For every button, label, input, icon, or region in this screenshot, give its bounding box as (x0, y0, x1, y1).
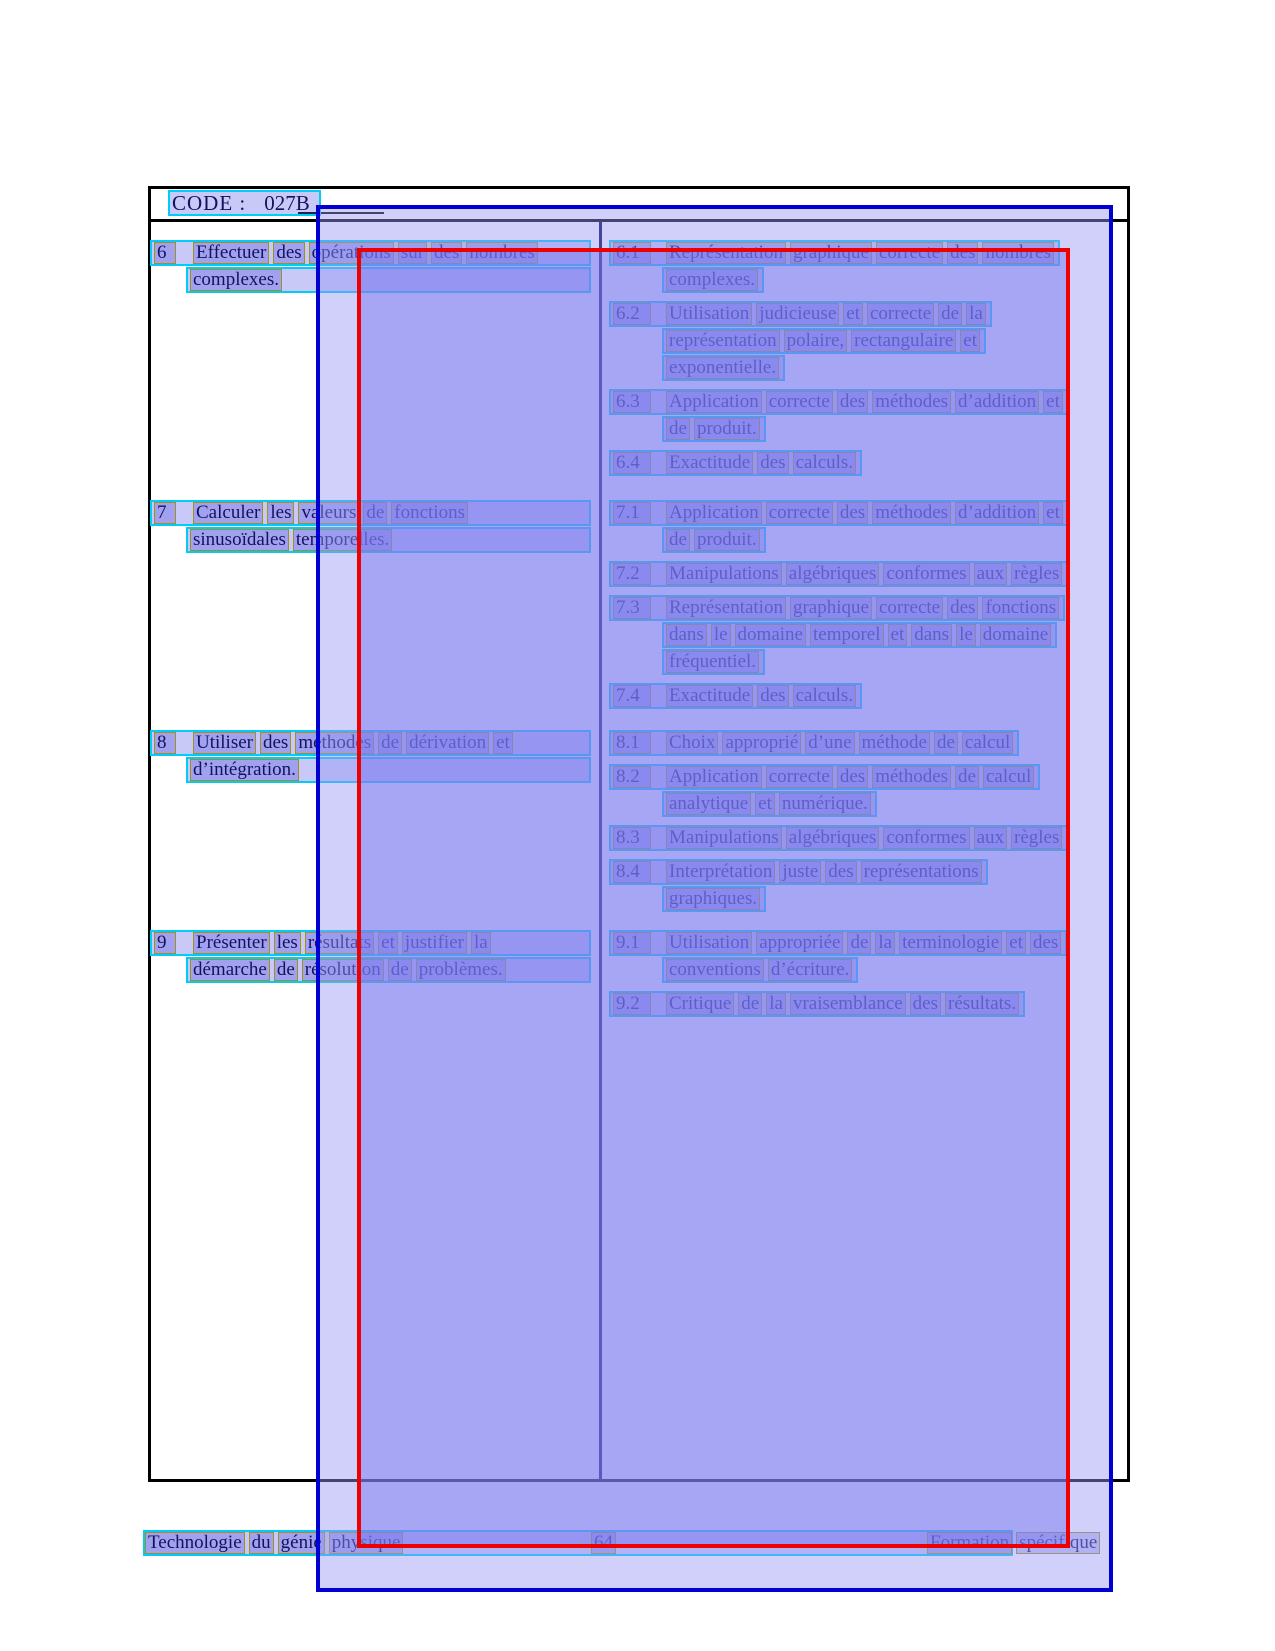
word-box: produit. (694, 418, 760, 440)
word-box: Utilisation (666, 932, 752, 954)
word-box: correcte (766, 391, 833, 413)
criterion-number: 8.4 (613, 861, 651, 883)
word-box: 64 (591, 1532, 616, 1554)
word-box: nombres (982, 242, 1053, 264)
word-box: le (711, 624, 731, 646)
word-box: correcte (876, 597, 943, 619)
criterion-line (609, 450, 862, 476)
word-box: les (267, 502, 294, 524)
word-box: correcte (766, 502, 833, 524)
word-box: domaine (980, 624, 1051, 646)
criterion-line (609, 930, 1067, 956)
criterion-line (609, 683, 862, 709)
word-box: la (766, 993, 786, 1015)
criterion-line (609, 561, 1068, 587)
word-box: temporelles. (293, 529, 392, 551)
word-box: Manipulations (666, 563, 782, 585)
footer-page-number (591, 1530, 620, 1556)
word-box: rectangulaire (851, 330, 956, 352)
word-box: complexes. (190, 269, 282, 291)
word-box: analytique (666, 793, 751, 815)
criterion-line (662, 886, 766, 912)
word-box: juste (779, 861, 821, 883)
table-column-divider (599, 222, 602, 1482)
word-box: Exactitude (666, 452, 753, 474)
word-box: des (910, 993, 941, 1015)
word-box: de (363, 502, 387, 524)
criterion-line (662, 416, 766, 442)
word-box: conventions (666, 959, 764, 981)
word-box: la (966, 303, 986, 325)
word-box: de (738, 993, 762, 1015)
criterion-line (662, 355, 785, 381)
word-box: Technologie (145, 1532, 245, 1554)
objective-number: 7 (154, 502, 176, 524)
criterion-number: 6.4 (613, 452, 651, 474)
word-box: dans (666, 624, 707, 646)
criterion-line (609, 389, 1069, 415)
word-box: calcul (962, 732, 1013, 754)
word-box: d’une (805, 732, 854, 754)
word-box: de (666, 529, 690, 551)
objective-line (150, 730, 591, 756)
word-box: méthodes (872, 766, 951, 788)
criterion-line (609, 764, 1040, 790)
word-box: exponentielle. (666, 357, 779, 379)
word-box: résultats (305, 932, 374, 954)
word-box: problèmes. (416, 959, 506, 981)
word-box: de (274, 959, 298, 981)
word-box: des (837, 391, 868, 413)
word-box: opérations (309, 242, 394, 264)
criterion-number: 9.2 (613, 993, 651, 1015)
criterion-line (662, 267, 764, 293)
word-box: de (378, 732, 402, 754)
word-box: du (249, 1532, 274, 1554)
word-box: aux (974, 563, 1007, 585)
word-box: correcte (867, 303, 934, 325)
word-box: et (493, 732, 513, 754)
criterion-line (662, 649, 765, 675)
word-box: polaire, (784, 330, 848, 352)
word-box: complexes. (666, 269, 758, 291)
code-label: CODE : (172, 190, 247, 215)
word-box: temporel (810, 624, 884, 646)
word-box: méthodes (872, 502, 951, 524)
word-box: dérivation (406, 732, 489, 754)
word-box: de (847, 932, 871, 954)
word-box: des (757, 685, 788, 707)
word-box: des (260, 732, 291, 754)
word-box: Manipulations (666, 827, 782, 849)
criterion-line (609, 991, 1025, 1017)
word-box: représentations (861, 861, 982, 883)
word-box: Critique (666, 993, 734, 1015)
objective-line (150, 240, 591, 266)
word-box: des (431, 242, 462, 264)
criterion-line (609, 825, 1068, 851)
objective-number: 9 (154, 932, 176, 954)
word-box: physique (329, 1532, 404, 1554)
word-box: démarche (190, 959, 270, 981)
word-box: résolution (302, 959, 384, 981)
word-box: de (955, 766, 979, 788)
word-box: Représentation (666, 597, 786, 619)
word-box: d’écriture. (768, 959, 853, 981)
word-box: algébriques (786, 827, 880, 849)
word-box: Application (666, 766, 762, 788)
word-box: des (1030, 932, 1061, 954)
word-box: fonctions (982, 597, 1059, 619)
word-box: fonctions (391, 502, 468, 524)
word-box: numérique. (779, 793, 871, 815)
criterion-number: 8.1 (613, 732, 651, 754)
word-box: Présenter (193, 932, 270, 954)
word-box: judicieuse (756, 303, 839, 325)
word-box: conformes (883, 827, 969, 849)
word-box: et (960, 330, 980, 352)
word-box: produit. (694, 529, 760, 551)
word-box: et (843, 303, 863, 325)
word-box: des (947, 242, 978, 264)
word-box: des (273, 242, 304, 264)
word-box: calculs. (793, 685, 857, 707)
criterion-number: 9.1 (613, 932, 651, 954)
word-box: la (471, 932, 491, 954)
criterion-line (609, 240, 1060, 266)
word-box: méthodes (872, 391, 951, 413)
word-box: de (388, 959, 412, 981)
word-box: correcte (876, 242, 943, 264)
word-box: la (875, 932, 895, 954)
word-box: règles (1011, 563, 1062, 585)
criterion-line (609, 730, 1019, 756)
objective-line (186, 527, 591, 553)
word-box: Effectuer (193, 242, 269, 264)
word-box: de (934, 732, 958, 754)
word-box: des (825, 861, 856, 883)
word-box: le (956, 624, 976, 646)
word-box: justifier (402, 932, 467, 954)
word-box: algébriques (786, 563, 880, 585)
word-box: et (1043, 502, 1063, 524)
header-separator-line (148, 219, 1130, 222)
word-box: Utilisation (666, 303, 752, 325)
footer-left-text (145, 1530, 407, 1556)
criterion-number: 6.2 (613, 303, 651, 325)
word-box: graphique (790, 242, 872, 264)
objective-number: 8 (154, 732, 176, 754)
word-box: et (1006, 932, 1026, 954)
word-box: Application (666, 391, 762, 413)
word-box: sinusoïdales (190, 529, 289, 551)
word-box: Interprétation (666, 861, 775, 883)
objective-number: 6 (154, 242, 176, 264)
word-box: Choix (666, 732, 718, 754)
word-box: méthodes (295, 732, 374, 754)
word-box: de (938, 303, 962, 325)
word-box: de (666, 418, 690, 440)
word-box: les (274, 932, 301, 954)
word-box: et (755, 793, 775, 815)
word-box: spécifique (1016, 1532, 1100, 1554)
criterion-line (609, 859, 988, 885)
word-box: valeurs (298, 502, 359, 524)
criterion-number: 8.2 (613, 766, 651, 788)
criterion-number: 7.4 (613, 685, 651, 707)
word-box: Utiliser (193, 732, 256, 754)
code-value: 027B (264, 190, 310, 215)
word-box: règles (1011, 827, 1062, 849)
objective-line (150, 500, 591, 526)
criterion-line (662, 791, 877, 817)
word-box: fréquentiel. (666, 651, 759, 673)
criterion-line (662, 622, 1057, 648)
word-box: d’addition (955, 391, 1039, 413)
objective-line (186, 757, 591, 783)
word-box: des (947, 597, 978, 619)
criterion-line (609, 595, 1065, 621)
word-box: terminologie (899, 932, 1002, 954)
word-box: et (888, 624, 908, 646)
word-box: des (837, 502, 868, 524)
word-box: dans (911, 624, 952, 646)
criterion-line (662, 328, 986, 354)
word-box: Représentation (666, 242, 786, 264)
word-box: correcte (766, 766, 833, 788)
criterion-line (609, 500, 1069, 526)
criterion-line (609, 301, 992, 327)
criterion-number: 7.2 (613, 563, 651, 585)
word-box: calculs. (793, 452, 857, 474)
code-line-box (168, 190, 321, 216)
objective-line (150, 930, 591, 956)
criterion-number: 6.3 (613, 391, 651, 413)
word-box: conformes (883, 563, 969, 585)
word-box: d’intégration. (190, 759, 299, 781)
word-box: sur (398, 242, 427, 264)
word-box: représentation (666, 330, 780, 352)
word-box: graphiques. (666, 888, 760, 910)
word-box: aux (974, 827, 1007, 849)
criterion-number: 7.3 (613, 597, 651, 619)
criterion-line (662, 957, 858, 983)
word-box: appropriée (756, 932, 843, 954)
criterion-line (662, 527, 766, 553)
criterion-number: 7.1 (613, 502, 651, 524)
word-box: Exactitude (666, 685, 753, 707)
word-box: domaine (735, 624, 806, 646)
word-box: Formation (927, 1532, 1012, 1554)
word-box: des (757, 452, 788, 474)
objective-line (186, 957, 591, 983)
word-box: calcul (983, 766, 1034, 788)
word-box: et (378, 932, 398, 954)
word-box: résultats. (945, 993, 1019, 1015)
criterion-number: 8.3 (613, 827, 651, 849)
word-box: Calculer (193, 502, 263, 524)
word-box: Application (666, 502, 762, 524)
word-box: d’addition (955, 502, 1039, 524)
footer-right-text (927, 1530, 1104, 1556)
word-box: graphique (790, 597, 872, 619)
word-box: approprié (722, 732, 801, 754)
word-box: vraisemblance (790, 993, 906, 1015)
word-box: et (1043, 391, 1063, 413)
word-box: méthode (859, 732, 930, 754)
word-box: nombres (466, 242, 537, 264)
criterion-number: 6.1 (613, 242, 651, 264)
word-box: génie (278, 1532, 325, 1554)
objective-line (186, 267, 591, 293)
word-box: des (837, 766, 868, 788)
